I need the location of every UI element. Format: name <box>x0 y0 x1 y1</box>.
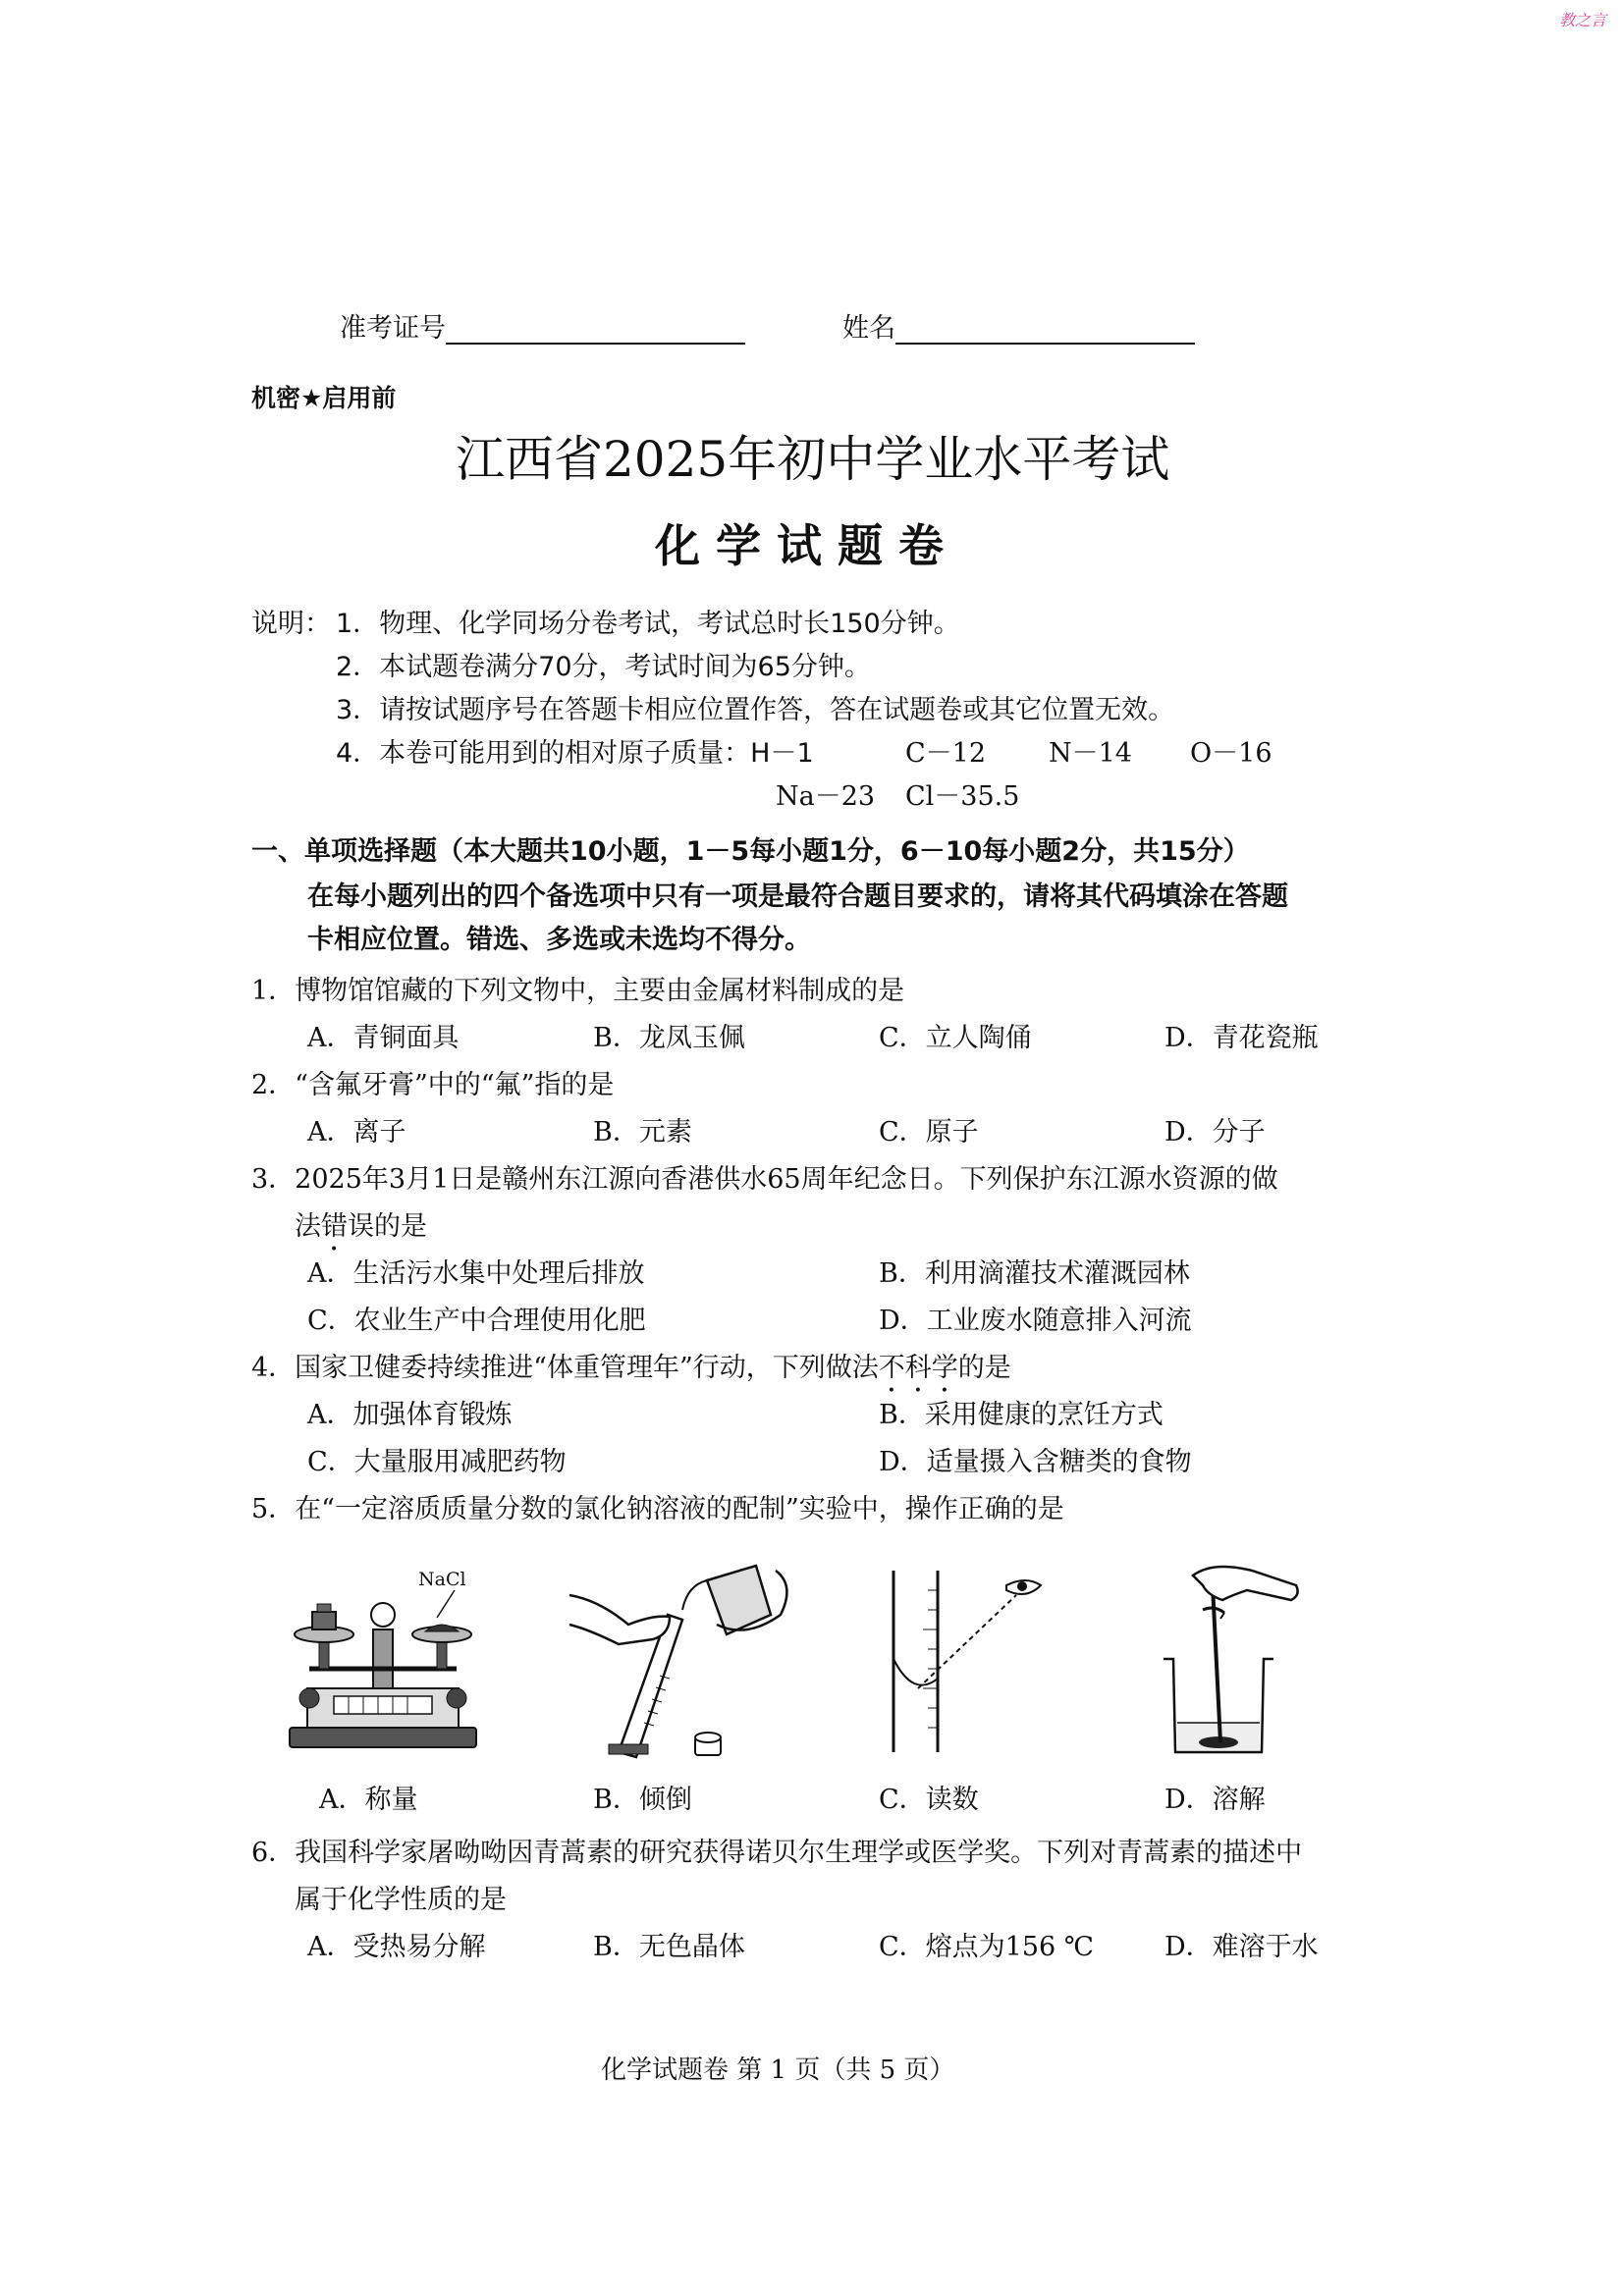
q4-option-c: C．大量服用减肥药物 <box>307 1447 567 1477</box>
q1-option-a: A．青铜面具 <box>307 1023 460 1053</box>
q1-option-b: B．龙凤玉佩 <box>593 1023 745 1053</box>
q5-option-a: A．称量 <box>319 1785 418 1815</box>
page-title: 江西省2025年初中学业水平考试 <box>456 431 1170 488</box>
reading-meniscus-figure <box>879 1561 1056 1757</box>
q4-stem-part-a: 4．国家卫健委持续推进“体重管理年”行动，下列做法 <box>251 1353 879 1383</box>
q6-option-a: A．受热易分解 <box>307 1932 486 1962</box>
q4-option-a: A．加强体育锻炼 <box>307 1400 513 1430</box>
notes-label: 说明： <box>251 609 331 639</box>
q5-option-c: C．读数 <box>879 1785 979 1815</box>
q6-option-c: C．熔点为156 ℃ <box>879 1932 1094 1962</box>
q6-stem-line2: 属于化学性质的是 <box>295 1885 507 1915</box>
q4-option-d: D．适量摄入含糖类的食物 <box>879 1447 1192 1477</box>
section-desc-1: 在每小题列出的四个备选项中只有一项是最符合题目要求的，请将其代码填涂在答题 <box>307 881 1288 912</box>
atomic-cl: Cl－35.5 <box>905 781 1020 812</box>
q3-option-d: D．工业废水随意排入河流 <box>879 1306 1192 1336</box>
atomic-o: O－16 <box>1190 738 1272 769</box>
balance-scale-figure <box>280 1571 486 1757</box>
watermark: 教之言 <box>1559 11 1607 29</box>
q3-stem-emphasis: 错 <box>321 1211 348 1242</box>
q5-stem: 5．在“一定溶质质量分数的氯化钠溶液的配制”实验中，操作正确的是 <box>251 1494 1064 1524</box>
q3-stem-part-b: 误的是 <box>348 1211 427 1242</box>
pouring-cylinder-figure <box>560 1556 805 1762</box>
exam-number-label: 准考证号 <box>340 313 446 344</box>
q4-option-b: B．采用健康的烹饪方式 <box>879 1400 1164 1430</box>
dissolving-beaker-figure <box>1154 1556 1321 1762</box>
name-blank <box>895 317 1195 345</box>
q5-option-d: D．溶解 <box>1164 1785 1266 1815</box>
q2-stem: 2．“含氟牙膏”中的“氟”指的是 <box>251 1070 615 1100</box>
secret-mark: 机密★启用前 <box>251 384 397 412</box>
q3-option-b: B．利用滴灌技术灌溉园林 <box>879 1258 1190 1289</box>
q4-stem-emphasis: 不科学 <box>878 1353 958 1383</box>
q1-option-d: D．青花瓷瓶 <box>1164 1023 1319 1053</box>
q3-option-a: A．生活污水集中处理后排放 <box>307 1258 645 1289</box>
q1-stem: 1．博物馆馆藏的下列文物中，主要由金属材料制成的是 <box>251 976 905 1006</box>
q6-stem-line1: 6．我国科学家屠呦呦因青蒿素的研究获得诺贝尔生理学或医学奖。下列对青蒿素的描述中 <box>251 1838 1303 1868</box>
q3-option-c: C．农业生产中合理使用化肥 <box>307 1306 646 1336</box>
name-label: 姓名 <box>842 313 895 344</box>
q2-option-d: D．分子 <box>1164 1117 1266 1148</box>
q3-stem-part-a: 法 <box>295 1211 321 1242</box>
q5-option-b: B．倾倒 <box>593 1785 692 1815</box>
q6-option-d: D．难溶于水 <box>1164 1932 1319 1962</box>
page-subtitle: 化 学 试 题 卷 <box>655 519 945 572</box>
atomic-n: N－14 <box>1049 738 1132 769</box>
section-heading: 一、单项选择题（本大题共10小题，1－5每小题1分，6－10每小题2分，共15分） <box>251 836 1250 867</box>
q4-stem-part-b: 的是 <box>957 1353 1011 1383</box>
q2-option-a: A．离子 <box>307 1117 406 1148</box>
atomic-na: Na－23 <box>776 781 876 812</box>
page-footer: 化学试题卷 第 1 页（共 5 页） <box>601 2056 955 2085</box>
note-2: 2．本试题卷满分70分，考试时间为65分钟。 <box>336 652 871 682</box>
nacl-label: NaCl <box>418 1569 466 1590</box>
q3-stem-line2 <box>295 1209 427 1257</box>
q4-stem <box>251 1351 1011 1399</box>
name-field <box>842 306 1195 345</box>
note-1: 1．物理、化学同场分卷考试，考试总时长150分钟。 <box>336 609 960 639</box>
q2-option-b: B．元素 <box>593 1117 692 1148</box>
section-desc-2: 卡相应位置。错选、多选或未选均不得分。 <box>307 925 811 955</box>
atomic-c: C－12 <box>905 738 987 769</box>
exam-number-blank <box>446 317 745 345</box>
q6-option-b: B．无色晶体 <box>593 1932 745 1962</box>
note-3: 3．请按试题序号在答题卡相应位置作答，答在试题卷或其它位置无效。 <box>336 695 1175 725</box>
exam-number-field <box>340 306 745 345</box>
note-4: 4．本卷可能用到的相对原子质量：H－1 <box>336 738 814 769</box>
q2-option-c: C．原子 <box>879 1117 979 1148</box>
q1-option-c: C．立人陶俑 <box>879 1023 1032 1053</box>
q3-stem-line1: 3．2025年3月1日是赣州东江源向香港供水65周年纪念日。下列保护东江源水资源的做 <box>251 1164 1278 1195</box>
